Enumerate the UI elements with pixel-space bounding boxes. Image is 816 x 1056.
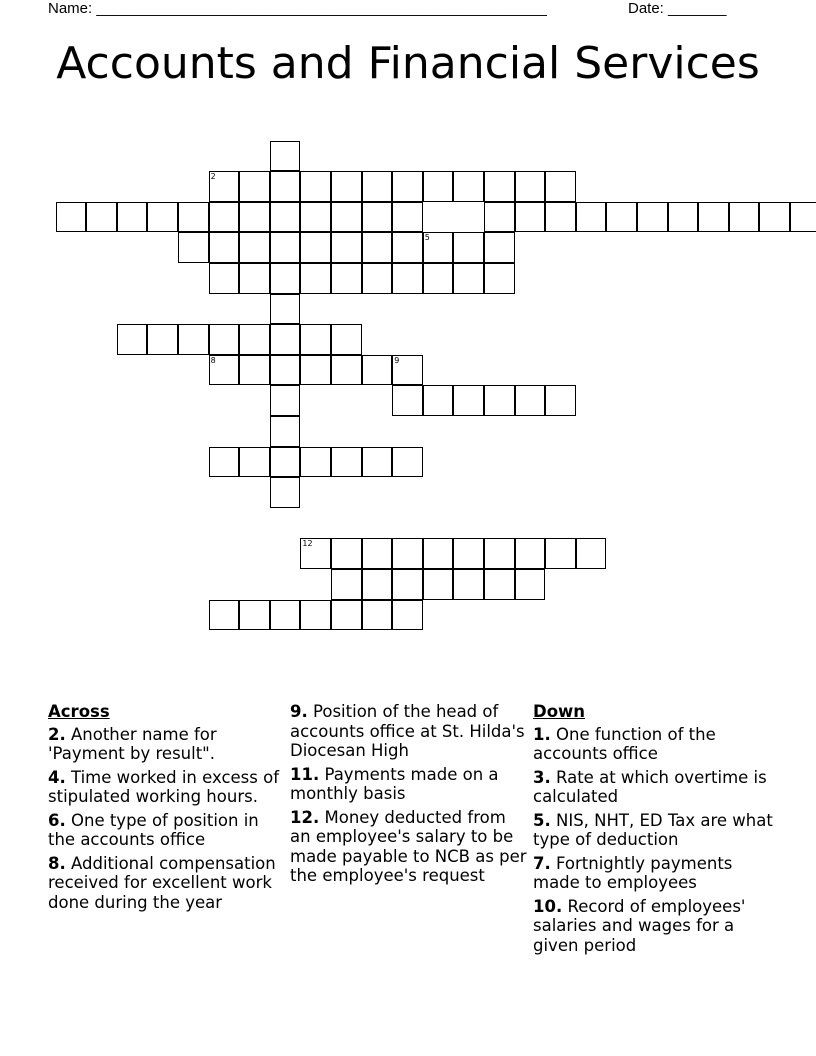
crossword-cell[interactable]: [56, 202, 87, 233]
clue-down-5: [533, 811, 773, 850]
clue-down-7: [533, 854, 773, 893]
crossword-cell[interactable]: [668, 202, 699, 233]
crossword-cell[interactable]: [515, 171, 546, 202]
crossword-cell[interactable]: [423, 569, 454, 600]
clue-across-2: [48, 725, 280, 764]
crossword-cell[interactable]: [362, 171, 393, 202]
clue-text: Rate at which overtime is calculated: [533, 767, 767, 806]
crossword-cell[interactable]: [300, 447, 331, 478]
crossword-cell[interactable]: [423, 385, 454, 416]
crossword-cell[interactable]: [484, 171, 515, 202]
crossword-cell[interactable]: [423, 538, 454, 569]
name-field-label[interactable]: Name: ______________________________________________________: [48, 0, 547, 17]
crossword-cell[interactable]: [606, 202, 637, 233]
across-clues-column-1: [48, 702, 280, 916]
crossword-cell[interactable]: [300, 324, 331, 355]
crossword-cell[interactable]: [270, 447, 301, 478]
crossword-cell[interactable]: [392, 600, 423, 631]
crossword-cell[interactable]: [270, 355, 301, 386]
crossword-cell[interactable]: [515, 202, 546, 233]
crossword-cell[interactable]: [423, 263, 454, 294]
crossword-cell[interactable]: [637, 202, 668, 233]
clue-number: 1.: [533, 724, 551, 744]
crossword-cell[interactable]: [331, 171, 362, 202]
crossword-cell[interactable]: [117, 324, 148, 355]
crossword-cell[interactable]: [392, 355, 423, 386]
crossword-cell[interactable]: [392, 447, 423, 478]
clue-number-label: 5: [424, 233, 430, 243]
crossword-cell[interactable]: [209, 324, 240, 355]
crossword-cell[interactable]: [484, 538, 515, 569]
clue-number: 6.: [48, 810, 66, 830]
crossword-cell[interactable]: [331, 232, 362, 263]
clue-number: 8.: [48, 853, 66, 873]
crossword-cell[interactable]: [270, 294, 301, 325]
crossword-cell[interactable]: [362, 202, 393, 233]
crossword-cell[interactable]: [209, 600, 240, 631]
crossword-cell[interactable]: [484, 569, 515, 600]
clue-across-6: [48, 811, 280, 850]
clue-down-10: [533, 897, 773, 956]
crossword-cell[interactable]: [300, 263, 331, 294]
crossword-cell[interactable]: [362, 569, 393, 600]
crossword-cell[interactable]: [300, 600, 331, 631]
clue-number: 11.: [290, 764, 320, 784]
crossword-cell[interactable]: [270, 263, 301, 294]
clue-across-8: [48, 854, 280, 913]
clue-across-4: [48, 768, 280, 807]
clue-text: One function of the accounts office: [533, 724, 716, 763]
down-clues-column: [533, 702, 773, 959]
clue-across-9: [290, 702, 530, 761]
crossword-cell[interactable]: [392, 171, 423, 202]
clue-number: 12.: [290, 807, 320, 827]
crossword-cell[interactable]: [270, 600, 301, 631]
date-field-label[interactable]: Date: _______: [628, 0, 727, 17]
across-heading: Across: [48, 702, 110, 721]
crossword-cell[interactable]: [392, 263, 423, 294]
clue-number: 9.: [290, 702, 308, 721]
down-heading: Down: [533, 702, 586, 721]
clue-text: Payments made on a monthly basis: [290, 764, 499, 803]
crossword-cell[interactable]: [392, 385, 423, 416]
clue-text: Another name for 'Payment by result".: [48, 724, 217, 763]
crossword-cell[interactable]: [362, 538, 393, 569]
crossword-cell[interactable]: [209, 202, 240, 233]
crossword-cell[interactable]: [270, 202, 301, 233]
crossword-cell[interactable]: [209, 447, 240, 478]
crossword-cell[interactable]: [209, 171, 240, 202]
across-clues-column-2: [290, 702, 530, 890]
crossword-cell[interactable]: [270, 477, 301, 508]
crossword-cell[interactable]: [178, 324, 209, 355]
crossword-cell[interactable]: [86, 202, 117, 233]
crossword-cell[interactable]: [239, 202, 270, 233]
crossword-cell[interactable]: [270, 232, 301, 263]
page-title: Accounts and Financial Services: [56, 38, 760, 89]
crossword-cell[interactable]: [209, 232, 240, 263]
clue-text: Record of employees' salaries and wages for a given period: [533, 896, 746, 955]
crossword-cell[interactable]: [239, 447, 270, 478]
crossword-cell[interactable]: [331, 447, 362, 478]
crossword-cell[interactable]: [453, 569, 484, 600]
crossword-cell[interactable]: [545, 202, 576, 233]
crossword-cell[interactable]: [270, 416, 301, 447]
crossword-cell[interactable]: [423, 171, 454, 202]
crossword-cell[interactable]: [484, 263, 515, 294]
clue-text: One type of position in the accounts office: [48, 810, 259, 849]
crossword-cell[interactable]: [239, 263, 270, 294]
crossword-cell[interactable]: [484, 385, 515, 416]
crossword-cell[interactable]: [178, 202, 209, 233]
crossword-cell[interactable]: [484, 232, 515, 263]
crossword-cell[interactable]: [147, 324, 178, 355]
crossword-cell[interactable]: [331, 355, 362, 386]
crossword-cell[interactable]: [729, 202, 760, 233]
clue-text: Position of the head of accounts office at St. Hilda's Diocesan High: [290, 702, 525, 760]
clue-text: Additional compensation received for excellent work done during the year: [48, 853, 276, 912]
crossword-cell[interactable]: [331, 538, 362, 569]
crossword-cell[interactable]: [239, 355, 270, 386]
crossword-cell[interactable]: [239, 324, 270, 355]
crossword-cell[interactable]: [331, 569, 362, 600]
crossword-cell[interactable]: [362, 232, 393, 263]
clue-number-label: 8: [210, 355, 216, 365]
clue-number: 3.: [533, 767, 551, 787]
crossword-cell[interactable]: [698, 202, 729, 233]
crossword-cell[interactable]: [270, 324, 301, 355]
crossword-cell[interactable]: [453, 385, 484, 416]
clue-across-11: [290, 765, 530, 804]
crossword-cell[interactable]: [576, 202, 607, 233]
crossword-cell[interactable]: [362, 355, 393, 386]
crossword-cell[interactable]: [392, 569, 423, 600]
crossword-cell[interactable]: [545, 171, 576, 202]
crossword-cell[interactable]: [453, 263, 484, 294]
crossword-cell[interactable]: [117, 202, 148, 233]
crossword-cell[interactable]: [392, 202, 423, 233]
crossword-cell[interactable]: [300, 538, 331, 569]
crossword-cell[interactable]: [239, 232, 270, 263]
crossword-cell[interactable]: [362, 600, 393, 631]
crossword-cell[interactable]: [239, 171, 270, 202]
clue-number: 4.: [48, 767, 66, 787]
crossword-cell[interactable]: [545, 538, 576, 569]
crossword-cell[interactable]: [300, 355, 331, 386]
crossword-cell[interactable]: [453, 232, 484, 263]
crossword-cell[interactable]: [331, 324, 362, 355]
crossword-cell[interactable]: [331, 600, 362, 631]
crossword-cell[interactable]: [515, 569, 546, 600]
crossword-cell[interactable]: [392, 538, 423, 569]
crossword-cell[interactable]: [515, 538, 546, 569]
crossword-cell[interactable]: [484, 202, 515, 233]
crossword-cell[interactable]: [270, 171, 301, 202]
clue-number-label: 2: [210, 172, 216, 182]
crossword-cell[interactable]: [147, 202, 178, 233]
clue-text: Time worked in excess of stipulated working hours.: [48, 767, 280, 806]
clue-number-label: 9: [394, 355, 400, 365]
crossword-cell[interactable]: [545, 385, 576, 416]
crossword-cell[interactable]: [790, 202, 816, 233]
crossword-cell[interactable]: [331, 263, 362, 294]
crossword-cell[interactable]: [270, 385, 301, 416]
clue-text: NIS, NHT, ED Tax are what type of deduction: [533, 810, 773, 849]
clue-number: 2.: [48, 724, 66, 744]
crossword-cell[interactable]: [209, 355, 240, 386]
crossword-cell[interactable]: [515, 385, 546, 416]
crossword-cell[interactable]: [453, 171, 484, 202]
clue-number: 10.: [533, 896, 563, 916]
clue-across-12: [290, 808, 530, 886]
crossword-cell[interactable]: [178, 232, 209, 263]
crossword-cell[interactable]: [300, 202, 331, 233]
crossword-cell[interactable]: [239, 600, 270, 631]
crossword-cell[interactable]: [423, 232, 454, 263]
crossword-cell[interactable]: [300, 232, 331, 263]
crossword-cell[interactable]: [392, 232, 423, 263]
clue-number: 5.: [533, 810, 551, 830]
clue-text: Fortnightly payments made to employees: [533, 853, 733, 892]
crossword-cell[interactable]: [362, 447, 393, 478]
crossword-cell[interactable]: [331, 202, 362, 233]
crossword-cell[interactable]: [759, 202, 790, 233]
crossword-cell[interactable]: [453, 538, 484, 569]
crossword-cell[interactable]: [300, 171, 331, 202]
clue-down-3: [533, 768, 773, 807]
clue-down-1: [533, 725, 773, 764]
clue-number-label: 12: [302, 539, 313, 549]
crossword-cell[interactable]: [576, 538, 607, 569]
crossword-cell[interactable]: [362, 263, 393, 294]
clue-number: 7.: [533, 853, 551, 873]
clue-text: Money deducted from an employee's salary to be made payable to NCB as per the employee's request: [290, 807, 527, 885]
crossword-cell[interactable]: [209, 263, 240, 294]
crossword-cell[interactable]: [270, 141, 301, 172]
